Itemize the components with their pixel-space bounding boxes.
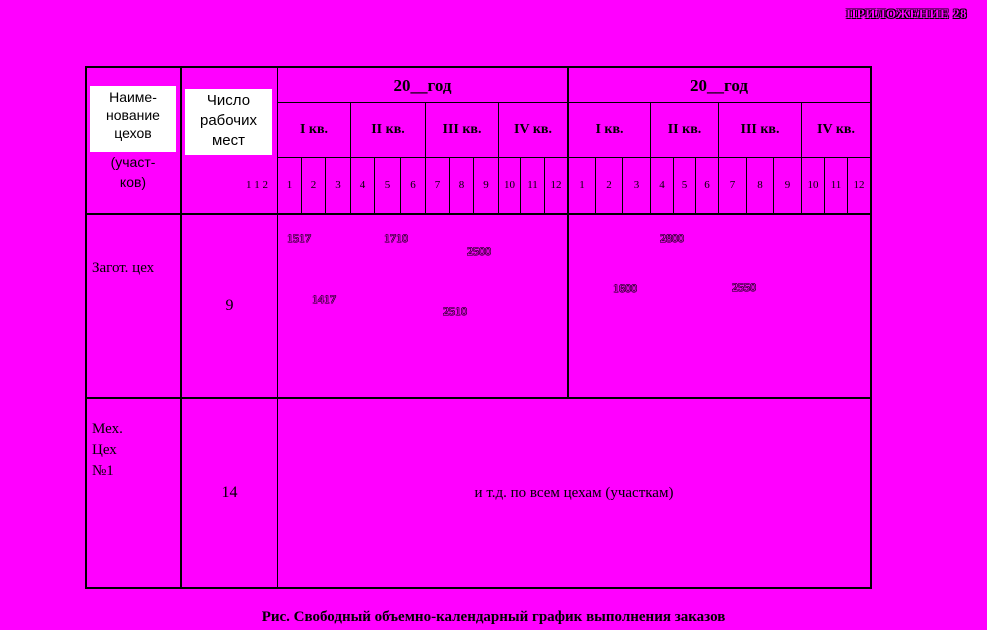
appendix-label: ПРИЛОЖЕНИЕ 28 xyxy=(846,6,967,21)
quarter-header: IV кв. xyxy=(817,122,855,137)
month-header: 1 xyxy=(579,179,585,191)
month-header: 12 xyxy=(853,179,865,191)
figure-caption: Рис. Свободный объемно-календарный график выполнения заказов xyxy=(261,609,726,625)
month-header: 2 xyxy=(310,179,317,191)
row-name: Загот. цех xyxy=(92,260,155,276)
month-header: 5 xyxy=(384,179,391,191)
order-value: 2500 xyxy=(467,244,491,258)
row-workers: 9 xyxy=(225,297,234,314)
month-header: 6 xyxy=(410,179,416,191)
order-value: 2550 xyxy=(732,280,756,294)
quarter-header: III кв. xyxy=(740,122,780,137)
year-header-2: 20__год xyxy=(690,76,748,95)
month-header: 7 xyxy=(434,179,441,191)
month-header: 12 xyxy=(550,179,562,191)
month-header: 9 xyxy=(483,179,489,191)
quarter-header: I кв. xyxy=(299,122,329,137)
quarter-header: II кв. xyxy=(667,122,702,137)
month-header: 3 xyxy=(335,179,341,191)
order-value: 1600 xyxy=(613,281,637,295)
month-header: 4 xyxy=(659,179,665,191)
month-header: 11 xyxy=(830,179,842,191)
row-name: Мех. Цех №1 xyxy=(92,421,123,479)
order-value: 1517 xyxy=(287,231,311,245)
order-value: 1417 xyxy=(312,292,336,306)
quarter-header: II кв. xyxy=(371,122,405,137)
month-header: 6 xyxy=(704,179,710,191)
month-header: 10 xyxy=(504,179,515,191)
month-header: 10 xyxy=(807,179,819,191)
order-value: 2510 xyxy=(443,304,467,318)
column-header-name-sub: (участ- ков) xyxy=(110,154,156,190)
row-note: и т.д. по всем цехам (участкам) xyxy=(474,485,674,501)
month-header: 7 xyxy=(729,179,736,191)
month-header: 11 xyxy=(527,179,538,191)
order-value: 2800 xyxy=(660,231,684,245)
month-header: 9 xyxy=(784,179,791,191)
column-header-name: Наиме- нование цехов xyxy=(90,86,176,152)
month-header: 2 xyxy=(606,179,612,191)
month-header: 8 xyxy=(458,179,465,191)
row-workers: 14 xyxy=(221,484,238,501)
month-header: 8 xyxy=(757,179,763,191)
order-value: 1710 xyxy=(384,231,408,245)
month-header: 1 xyxy=(286,179,293,191)
column-header-corner-numbers: 1 1 2 xyxy=(246,179,268,191)
month-header: 5 xyxy=(681,179,688,191)
month-header: 4 xyxy=(359,179,366,191)
quarter-header: III кв. xyxy=(442,122,482,137)
column-header-workers: Число рабочих мест xyxy=(185,89,272,155)
quarter-header: IV кв. xyxy=(514,122,552,137)
year-header-1: 20__год xyxy=(393,76,452,95)
month-header: 3 xyxy=(633,179,640,191)
quarter-header: I кв. xyxy=(595,122,624,137)
